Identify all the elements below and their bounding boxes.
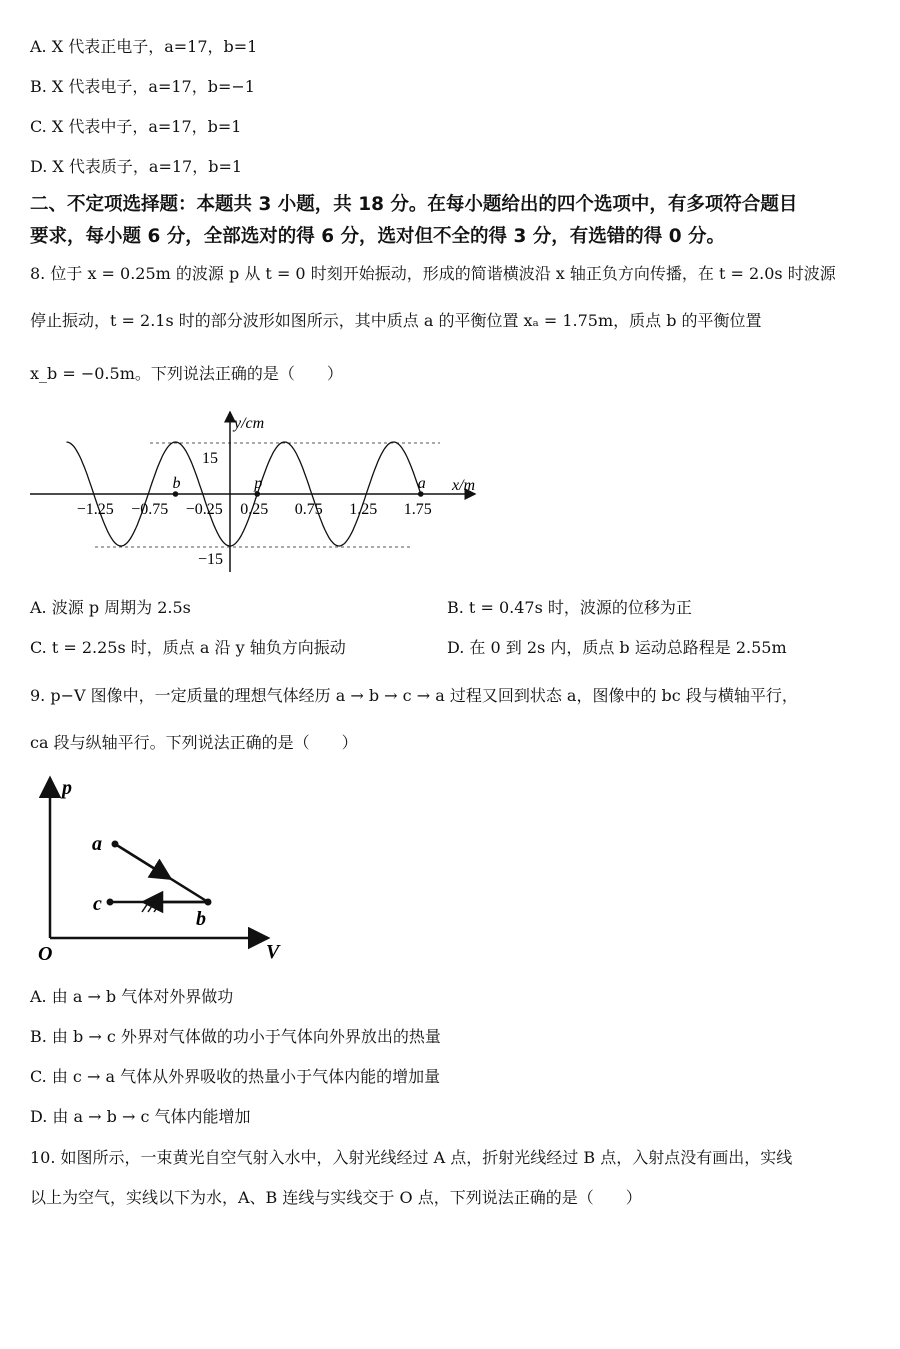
q9-option-a: A. 由 a → b 气体对外界做功: [30, 987, 234, 1006]
x-tick-label: 1.25: [349, 501, 378, 518]
y-tick-15: 15: [202, 450, 218, 467]
state-a-dot: [112, 841, 119, 848]
q7-option-a: A. X 代表正电子，a=17，b=1: [30, 37, 258, 56]
x-tick-label: 1.75: [403, 501, 432, 518]
q9-option-d: D. 由 a → b → c 气体内能增加: [30, 1107, 251, 1126]
q8-option-a: A. 波源 p 周期为 2.5s: [30, 598, 191, 617]
state-a-label: a: [92, 833, 102, 855]
v-axis-label: V: [266, 941, 280, 963]
p-axis-label: p: [62, 777, 72, 799]
q9-stem-line2: ca 段与纵轴平行。下列说法正确的是（ ）: [30, 733, 358, 752]
hatch-marks: [142, 903, 160, 912]
q7-option-b: B. X 代表电子，a=17，b=−1: [30, 77, 255, 96]
q7-option-d: D. X 代表质子，a=17，b=1: [30, 157, 243, 176]
pv-figure: [30, 770, 300, 970]
q8-option-d: D. 在 0 到 2s 内，质点 b 运动总路程是 2.55m: [447, 638, 787, 657]
q8-option-b: B. t = 0.47s 时，波源的位移为正: [447, 598, 692, 617]
state-b-dot: [205, 899, 212, 906]
point-label-b: b: [172, 475, 181, 492]
section2-heading-line1: 二、不定项选择题：本题共 3 小题，共 18 分。在每小题给出的四个选项中，有多项符合题目: [30, 194, 798, 215]
q7-option-c: C. X 代表中子，a=17，b=1: [30, 117, 242, 136]
wave-figure: [20, 400, 500, 580]
q8-stem-line1: 8. 位于 x = 0.25m 的波源 p 从 t = 0 时刻开始振动，形成的简谐横波沿 x 轴正负方向传播，在 t = 2.0s 时波源: [30, 264, 836, 283]
q9-option-b: B. 由 b → c 外界对气体做的功小于气体向外界放出的热量: [30, 1027, 441, 1046]
section2-heading-line2: 要求，每小题 6 分，全部选对的得 6 分，选对但不全的得 3 分，有选错的得 0 分。: [30, 226, 726, 247]
process-ab-arrow: [115, 844, 163, 874]
x-axis-label: x/m: [452, 477, 476, 494]
origin-label: O: [38, 943, 53, 965]
point-b: [173, 491, 179, 497]
x-tick-label: −1.25: [76, 501, 114, 518]
state-c-label: c: [93, 893, 102, 915]
y-axis-label: y/cm: [234, 415, 265, 432]
point-p: [254, 491, 260, 497]
q9-option-c: C. 由 c → a 气体从外界吸收的热量小于气体内能的增加量: [30, 1067, 441, 1086]
point-label-p: p: [254, 475, 263, 492]
x-tick-label: 0.75: [294, 501, 323, 518]
q10-stem-line1: 10. 如图所示，一束黄光自空气射入水中，入射光线经过 A 点，折射光线经过 B 点，入射点没有画出，实线: [30, 1148, 793, 1167]
q8-option-c: C. t = 2.25s 时，质点 a 沿 y 轴负方向振动: [30, 638, 346, 657]
state-b-label: b: [196, 908, 206, 930]
state-c-dot: [107, 899, 114, 906]
point-label-a: a: [417, 475, 426, 492]
q10-stem-line2: 以上为空气，实线以下为水，A、B 连线与实线交于 O 点，下列说法正确的是（ ）: [30, 1188, 642, 1207]
point-a: [418, 491, 424, 497]
x-tick-label: −0.25: [185, 501, 223, 518]
x-tick-label: 0.25: [240, 501, 269, 518]
q8-stem-line2: 停止振动，t = 2.1s 时的部分波形如图所示，其中质点 a 的平衡位置 xₐ = 1.75m，质点 b 的平衡位置: [30, 311, 762, 330]
q8-stem-line3: x_b = −0.5m。下列说法正确的是（ ）: [30, 364, 343, 383]
y-tick-neg15: −15: [198, 551, 224, 568]
q9-stem-line1: 9. p−V 图像中，一定质量的理想气体经历 a → b → c → a 过程又回到状态 a，图像中的 bc 段与横轴平行，: [30, 686, 798, 705]
x-tick-label: −0.75: [131, 501, 169, 518]
